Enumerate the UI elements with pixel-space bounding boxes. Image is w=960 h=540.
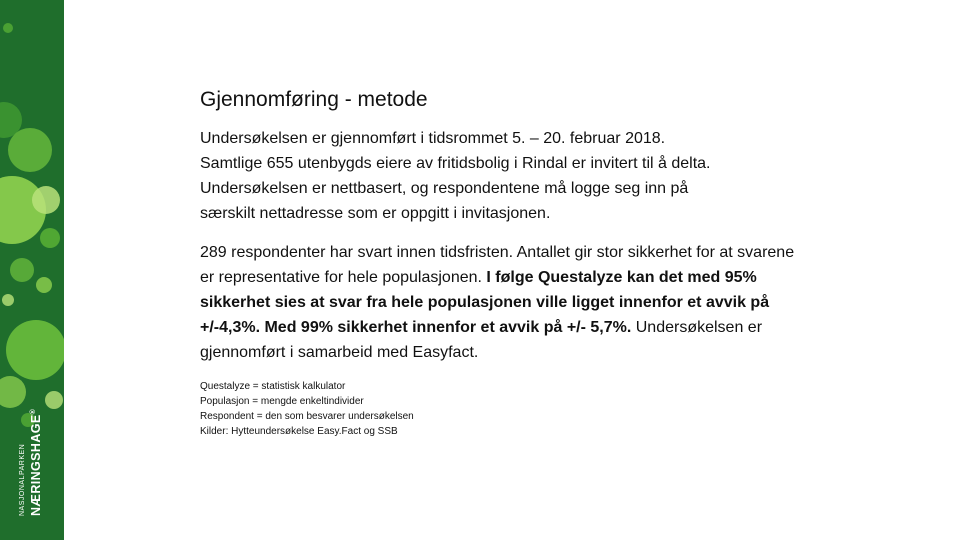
slide-title: Gjennomføring - metode [200, 88, 428, 111]
glossary-notes [200, 379, 800, 439]
slide-content [200, 86, 800, 439]
note-line: Populasjon = mengde enkeltindivider [200, 396, 364, 407]
paragraph-line: Undersøkelsen er gjennomført i tidsrommet 5. – 20. februar 2018. [200, 130, 666, 147]
note-line: Respondent = den som besvarer undersøkelsen [200, 411, 414, 422]
paragraph-line: Samtlige 655 utenbygds eiere av fritidsbolig i Rindal er invitert til å delta. [200, 155, 711, 172]
note-line: Questalyze = statistisk kalkulator [200, 381, 346, 392]
method-paragraph [200, 126, 800, 226]
results-intro: 289 respondenter har svart innen tidsfristen. Antallet gir stor sikkerhet for at svarene er representative for hele populasjonen. [200, 244, 795, 286]
paragraph-line: Undersøkelsen er nettbasert, og respondentene må logge seg inn på [200, 180, 689, 197]
results-confidence-bold: I følge Questalyze kan det med 95% sikkerhet sies at svar fra hele populasjonen ville ligget innenfor et avvik på +/-4,3%. Med 99% sikkerhet innenfor et avvik på +/- 5,7%. [200, 269, 770, 336]
paragraph-line: særskilt nettadresse som er oppgitt i invitasjonen. [200, 205, 551, 222]
decorative-sidebar [0, 0, 64, 540]
results-outro: Undersøkelsen er gjennomført i samarbeid med Easyfact. [200, 319, 763, 361]
brand-big-text: NÆRINGSHAGE® [29, 408, 44, 516]
note-line: Kilder: Hytteundersøkelse Easy.Fact og SSB [200, 426, 398, 437]
brand-small-text: NASJONALPARKEN [19, 443, 26, 516]
brand-logo [18, 409, 43, 516]
results-paragraph [200, 240, 800, 365]
